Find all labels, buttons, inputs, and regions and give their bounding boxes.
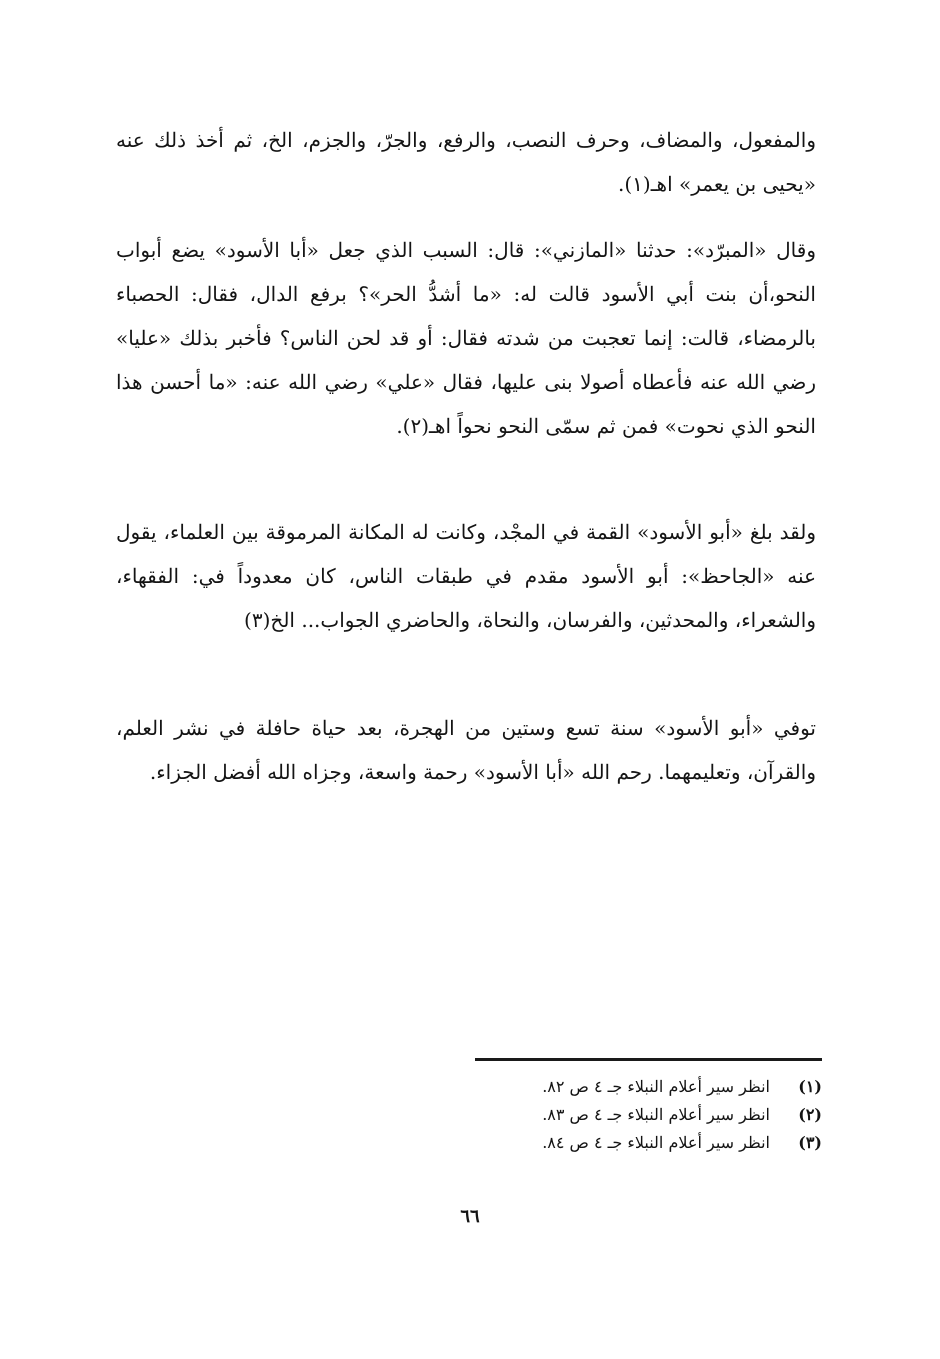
footnote-number: (٢) [798,1105,822,1124]
footnote-1 [462,1073,822,1101]
footnotes [462,1073,822,1157]
footnote-text: انظر سير أعلام النبلاء جـ ٤ ص ٨٢. [542,1077,770,1096]
paragraph-2: وقال «المبرّد»: حدثنا «المازني»: قال: السبب الذي جعل «أبا الأسود» يضع أبواب النحو،أن بنت أبي الأسود قالت له: «ما أشدُّ الحر»؟ برفع الدال، فقال: الحصباء بالرمضاء، قالت: إنما تعجبت من شدته فقال: أو قد لحن الناس؟ فأخبر بذلك «عليا» رضي الله عنه فأعطاه أصولا بنى عليها، فقال «علي» رضي الله عنه: «ما أحسن هذا النحو الذي نحوت» فمن ثم سمّى النحو نحواً اهـ(٢). [116,238,816,438]
footnote-3 [462,1129,822,1157]
paragraph-3: ولقد بلغ «أبو الأسود» القمة في المجْد، وكانت له المكانة المرموقة بين العلماء، يقول عنه «الجاحظ»: أبو الأسود مقدم في طبقات الناس، كان معدوداً في: الفقهاء، والشعراء، والمحدثين، والفرسان، والنحاة، والحاضري الجواب... الخ(٣) [116,520,817,632]
footnote-2 [462,1101,822,1129]
footnote-separator [475,1058,822,1061]
paragraph-1: والمفعول، والمضاف، وحرف النصب، والرفع، والجرّ، والجزم، الخ، ثم أخذ ذلك عنه «يحيى بن يعمر» اهـ(١). [116,128,816,196]
page-number: ٦٦ [460,1206,480,1227]
footnote-text: انظر سير أعلام النبلاء جـ ٤ ص ٨٣. [542,1105,770,1124]
footnote-number: (١) [798,1077,822,1096]
footnote-number: (٣) [798,1133,822,1152]
paragraph-4: توفي «أبو الأسود» سنة تسع وستين من الهجرة، بعد حياة حافلة في نشر العلم، والقرآن، وتعليمهما. رحم الله «أبا الأسود» رحمة واسعة، وجزاه الله أفضل الجزاء. [116,716,817,784]
footnote-text: انظر سير أعلام النبلاء جـ ٤ ص ٨٤. [542,1133,770,1152]
